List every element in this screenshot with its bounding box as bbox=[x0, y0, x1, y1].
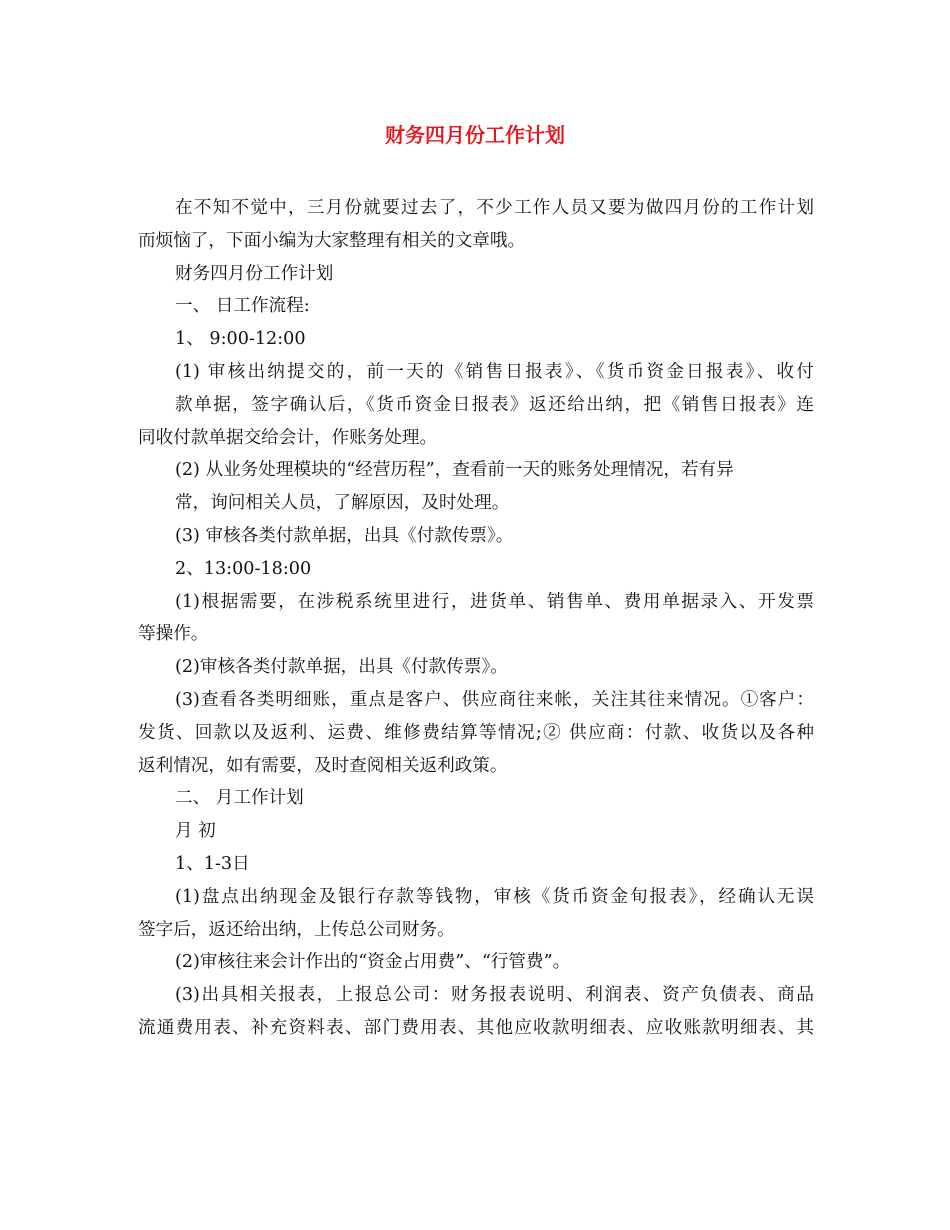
section-heading: 财务四月份工作计划 bbox=[175, 263, 334, 284]
section-heading: 一、 日工作流程: bbox=[175, 296, 310, 317]
paragraph-line: (3)出具相关报表，上报总公司：财务报表说明、利润表、资产负债表、商品 bbox=[175, 985, 814, 1006]
paragraph-line: 流通费用表、补充资料表、部门费用表、其他应收款明细表、应收账款明细表、其 bbox=[138, 1017, 814, 1038]
paragraph-line: 等操作。 bbox=[138, 624, 209, 645]
paragraph-line: (3) 审核各类付款单据，出具《付款传票》。 bbox=[175, 525, 514, 546]
subsection-heading: 1、 9:00-12:00 bbox=[175, 329, 306, 350]
section-heading: 二、 月工作计划 bbox=[175, 788, 304, 809]
paragraph-line: 而烦恼了，下面小编为大家整理有相关的文章哦。 bbox=[138, 230, 526, 251]
paragraph-line: (1)根据需要，在涉税系统里进行，进货单、销售单、费用单据录入、开发票 bbox=[175, 591, 814, 612]
paragraph-line: 签字后，返还给出纳，上传总公司财务。 bbox=[138, 919, 455, 940]
paragraph-line: 款单据，签字确认后，《货币资金日报表》返还给出纳，把《销售日报表》连 bbox=[175, 394, 814, 415]
paragraph-line: (1) 审核出纳提交的，前一天的《销售日报表》、《货币资金日报表》、收付 bbox=[175, 361, 814, 382]
paragraph-line: (3)查看各类明细账，重点是客户、供应商往来帐，关注其往来情况。①客户： bbox=[175, 689, 814, 710]
document-title: 财务四月份工作计划 bbox=[385, 123, 565, 147]
paragraph-line: (2)审核各类付款单据，出具《付款传票》。 bbox=[175, 657, 508, 678]
paragraph-line: 同收付款单据交给会计，作账务处理。 bbox=[138, 427, 438, 448]
paragraph-line: 常，询问相关人员，了解原因，及时处理。 bbox=[175, 493, 510, 514]
paragraph-line: (2)审核往来会计作出的“资金占用费”、“行管费”。 bbox=[175, 952, 571, 973]
paragraph-line: (1)盘点出纳现金及银行存款等钱物，审核《货币资金旬报表》，经确认无误 bbox=[175, 886, 814, 907]
subsection-heading: 1、1-3日 bbox=[175, 853, 250, 874]
paragraph-line: 在不知不觉中，三月份就要过去了，不少工作人员又要为做四月份的工作计划 bbox=[175, 198, 814, 218]
paragraph-line: (2) 从业务处理模块的“经营历程”，查看前一天的账务处理情况，若有异 bbox=[175, 460, 734, 481]
paragraph-line: 返利情况，如有需要，及时查阅相关返利政策。 bbox=[138, 755, 508, 776]
subsection-heading: 2、13:00-18:00 bbox=[175, 558, 312, 579]
subsection-heading: 月 初 bbox=[175, 821, 216, 842]
document-body bbox=[138, 192, 814, 1045]
paragraph-line: 发货、回款以及返利、运费、维修费结算等情况;② 供应商：付款、收货以及各种 bbox=[138, 722, 814, 743]
